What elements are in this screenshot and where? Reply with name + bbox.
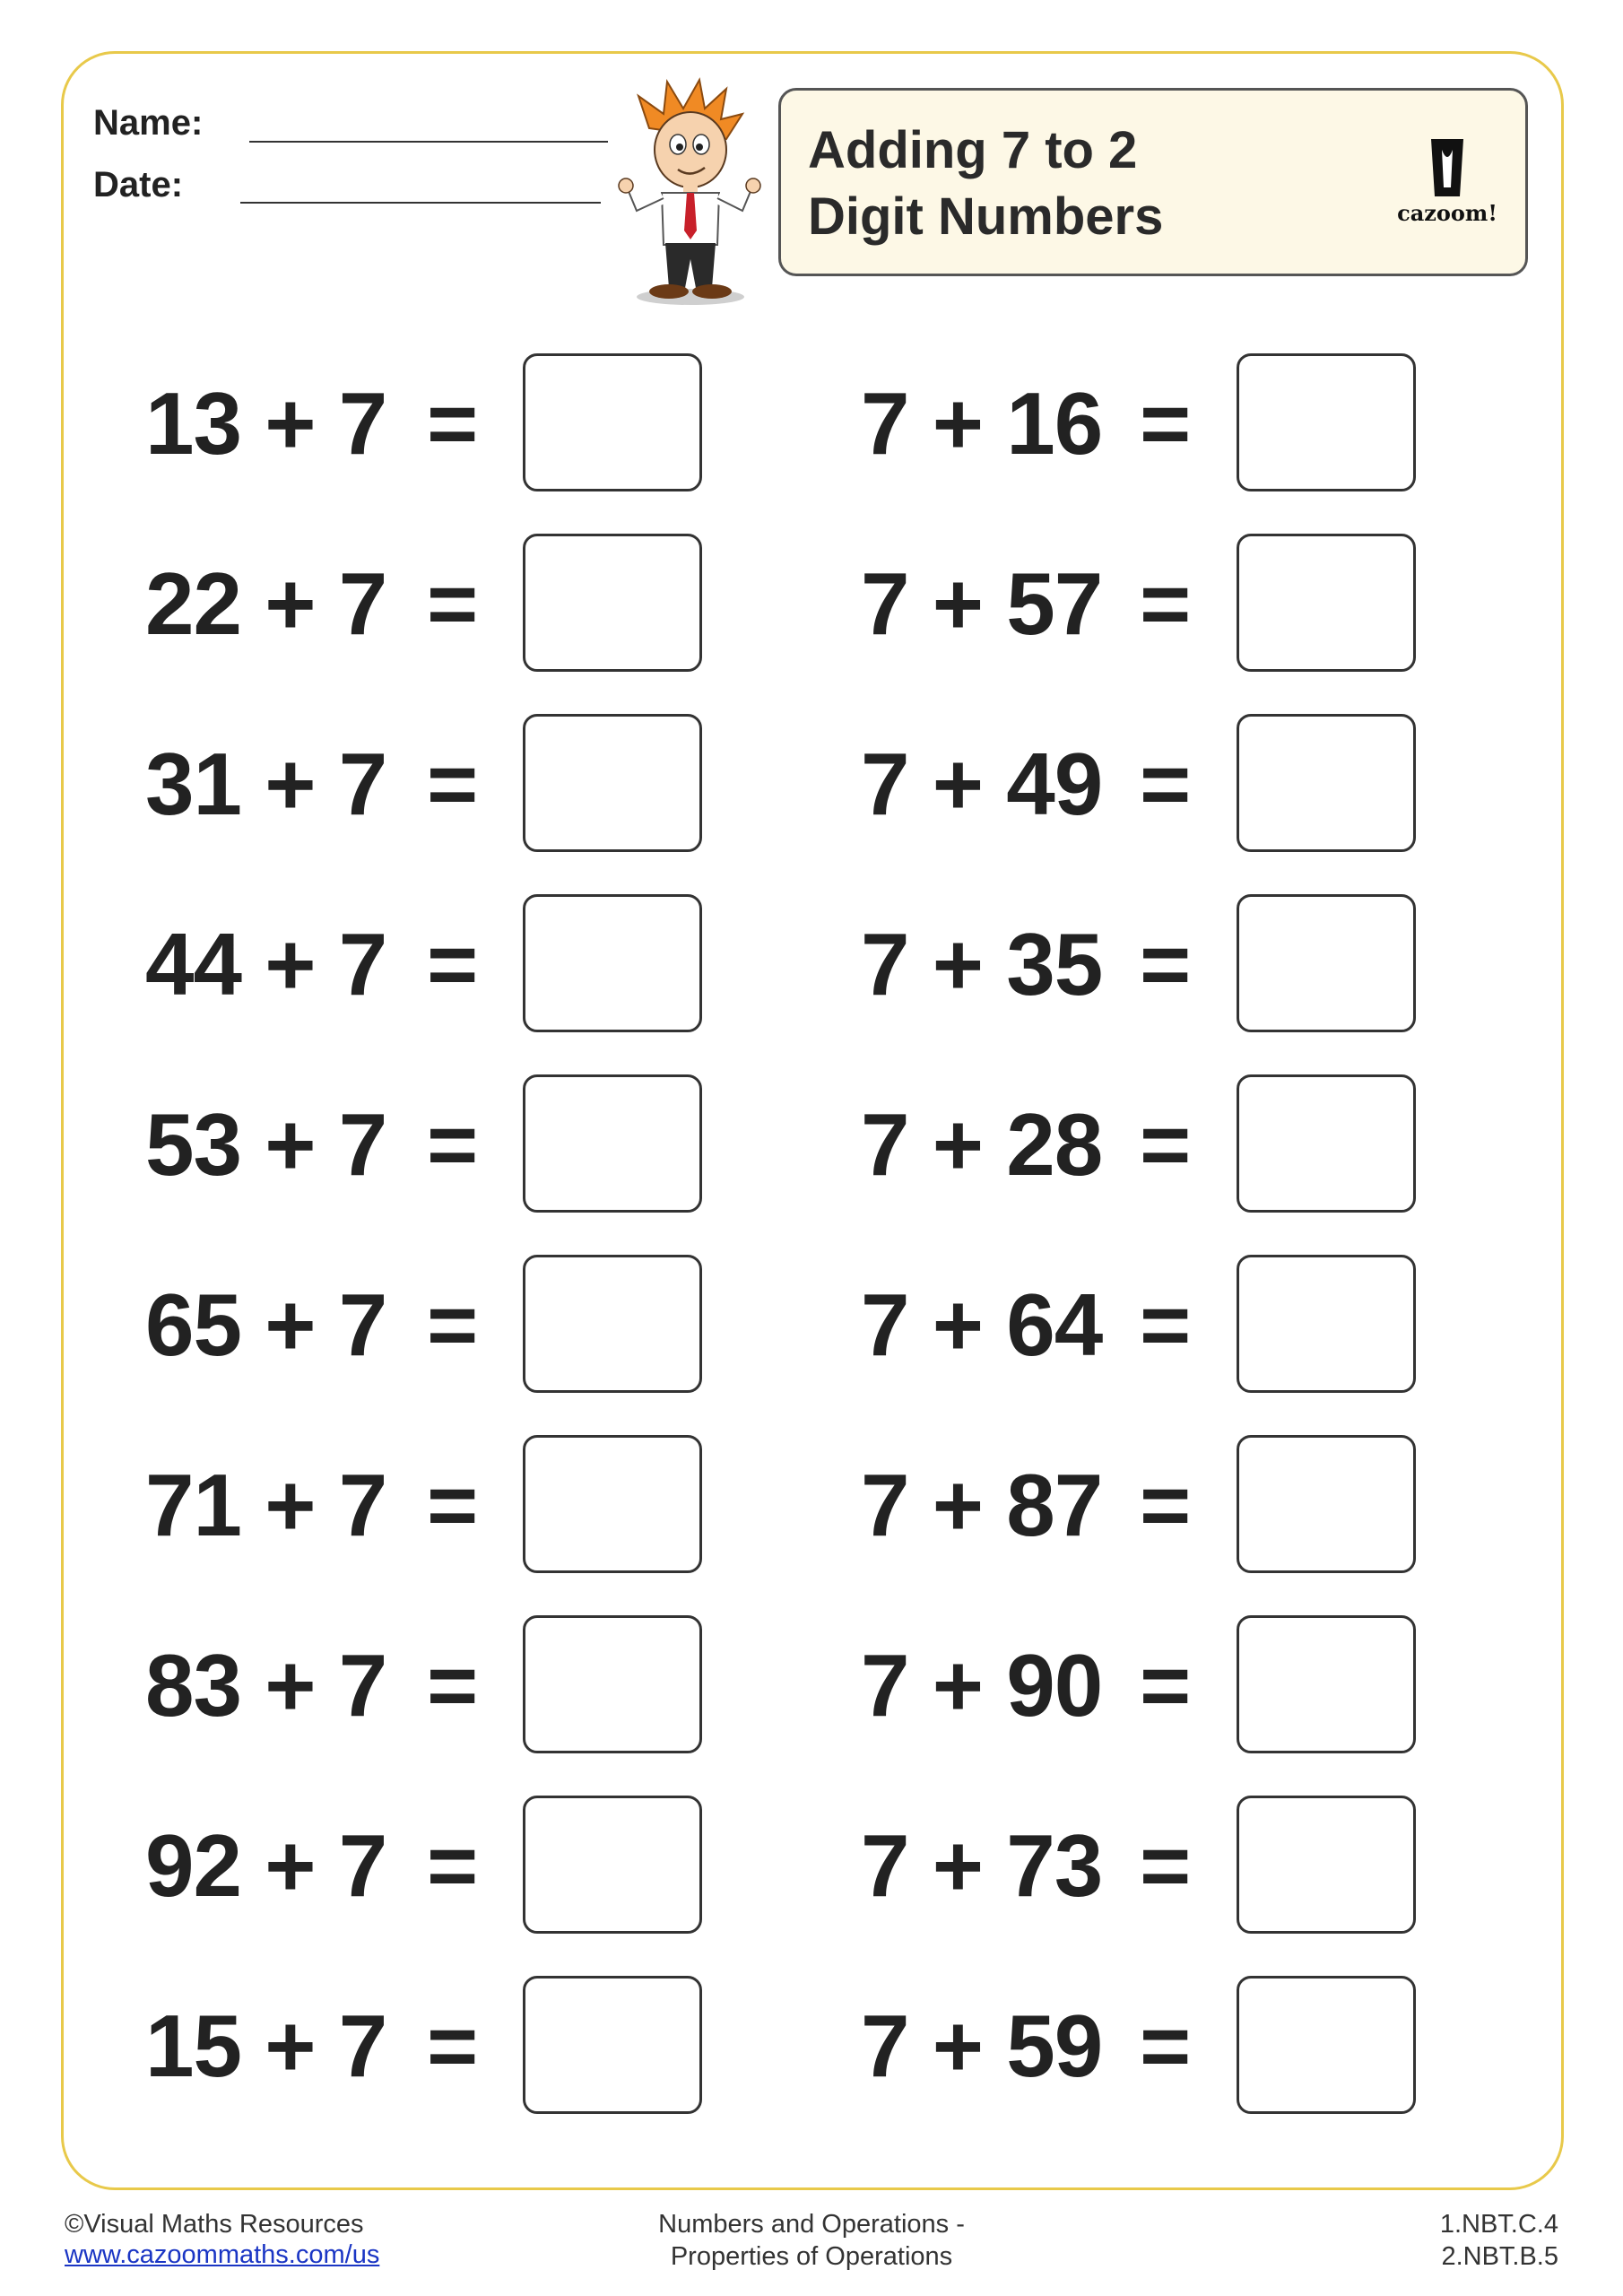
problem-row — [0, 352, 1623, 495]
cazoom-logo — [1389, 137, 1506, 236]
answer-box[interactable] — [1237, 894, 1416, 1032]
problem-row — [0, 1613, 1623, 1757]
equals-sign: = — [1140, 735, 1192, 833]
footer-topic-line-1: Numbers and Operations - — [658, 2210, 965, 2239]
cartoon-boy-mascot — [612, 76, 768, 308]
equals-sign: = — [1140, 1996, 1192, 2095]
equals-sign: = — [427, 1456, 479, 1554]
answer-box[interactable] — [1237, 1074, 1416, 1213]
equals-sign: = — [1140, 1816, 1192, 1915]
title-line-2: Digit Numbers — [808, 187, 1164, 246]
worksheet-title — [808, 117, 1364, 250]
problem-expression: 65 + 7 — [145, 1275, 387, 1374]
brand-name: cazoom! — [1397, 200, 1497, 226]
equals-sign: = — [1140, 1275, 1192, 1374]
footer-topic-line-2: Properties of Operations — [670, 2242, 953, 2271]
equals-sign: = — [427, 735, 479, 833]
name-label: Name: — [93, 103, 204, 143]
equals-sign: = — [1140, 554, 1192, 653]
problem-expression: 7 + 35 — [861, 915, 1103, 1013]
problem-expression: 7 + 73 — [861, 1816, 1103, 1915]
title-box — [778, 88, 1528, 276]
equals-sign: = — [427, 1095, 479, 1194]
answer-box[interactable] — [1237, 1976, 1416, 2114]
problem-row — [0, 1794, 1623, 1937]
problem-expression: 22 + 7 — [145, 554, 387, 653]
problem-row — [0, 1974, 1623, 2118]
problem-expression: 7 + 28 — [861, 1095, 1103, 1194]
problem-row — [0, 892, 1623, 1036]
footer-copyright: ©Visual Maths Resources — [65, 2210, 364, 2239]
equals-sign: = — [427, 915, 479, 1013]
equals-sign: = — [1140, 374, 1192, 473]
problem-expression: 13 + 7 — [145, 374, 387, 473]
equals-sign: = — [427, 374, 479, 473]
problem-expression: 7 + 87 — [861, 1456, 1103, 1554]
equals-sign: = — [427, 1996, 479, 2095]
footer-standard-1: 1.NBT.C.4 — [1439, 2210, 1558, 2239]
equals-sign: = — [427, 1816, 479, 1915]
equals-sign: = — [1140, 1456, 1192, 1554]
name-field[interactable] — [249, 141, 608, 143]
answer-box[interactable] — [1237, 1435, 1416, 1573]
problem-row — [0, 1433, 1623, 1577]
cup-icon — [1389, 137, 1506, 200]
problem-expression: 7 + 57 — [861, 554, 1103, 653]
date-field[interactable] — [240, 202, 601, 204]
equals-sign: = — [1140, 915, 1192, 1013]
problem-expression: 92 + 7 — [145, 1816, 387, 1915]
problem-expression: 7 + 90 — [861, 1636, 1103, 1735]
answer-box[interactable] — [1237, 1796, 1416, 1934]
problem-row — [0, 1253, 1623, 1396]
problem-expression: 7 + 49 — [861, 735, 1103, 833]
problem-row — [0, 1073, 1623, 1216]
equals-sign: = — [427, 554, 479, 653]
answer-box[interactable] — [1237, 1615, 1416, 1753]
problem-expression: 44 + 7 — [145, 915, 387, 1013]
problem-row — [0, 532, 1623, 675]
problem-expression: 31 + 7 — [145, 735, 387, 833]
problem-expression: 71 + 7 — [145, 1456, 387, 1554]
problem-expression: 7 + 64 — [861, 1275, 1103, 1374]
equals-sign: = — [1140, 1095, 1192, 1194]
equals-sign: = — [1140, 1636, 1192, 1735]
problem-expression: 53 + 7 — [145, 1095, 387, 1194]
footer-website-link[interactable]: www.cazoommaths.com/us — [65, 2240, 380, 2269]
answer-box[interactable] — [1237, 1255, 1416, 1393]
date-label: Date: — [93, 165, 184, 204]
problem-expression: 83 + 7 — [145, 1636, 387, 1735]
title-line-1: Adding 7 to 2 — [808, 121, 1138, 179]
problem-expression: 15 + 7 — [145, 1996, 387, 2095]
equals-sign: = — [427, 1636, 479, 1735]
problem-expression: 7 + 59 — [861, 1996, 1103, 2095]
footer-standard-2: 2.NBT.B.5 — [1441, 2242, 1558, 2271]
answer-box[interactable] — [1237, 714, 1416, 852]
answer-box[interactable] — [1237, 353, 1416, 491]
equals-sign: = — [427, 1275, 479, 1374]
answer-box[interactable] — [1237, 534, 1416, 672]
problem-expression: 7 + 16 — [861, 374, 1103, 473]
problem-row — [0, 712, 1623, 856]
